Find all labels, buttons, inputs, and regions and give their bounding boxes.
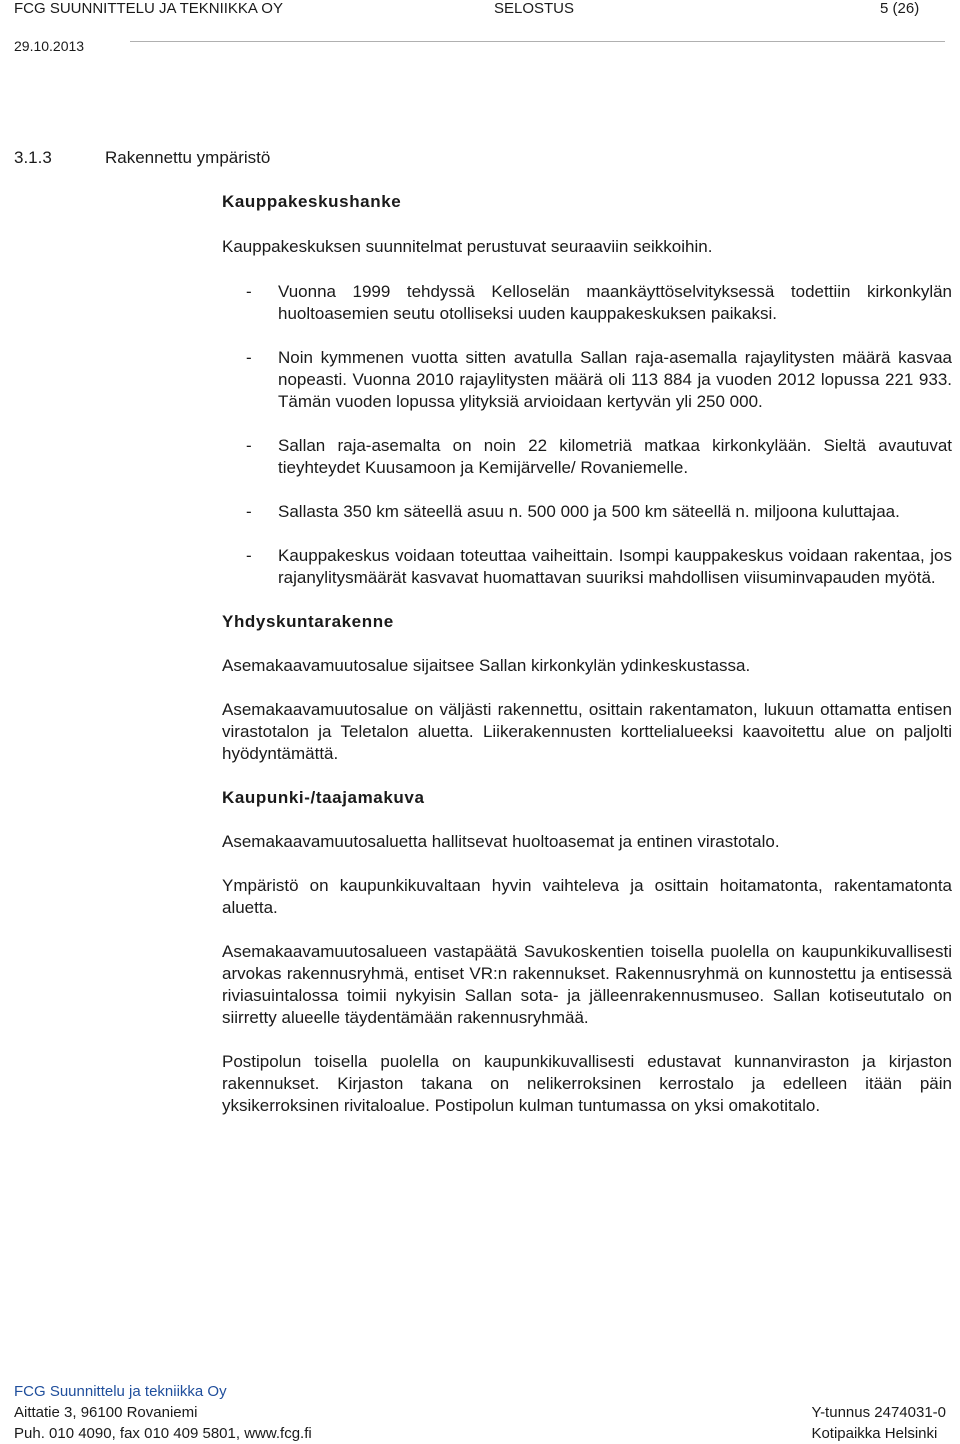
paragraph: Asemakaavamuutosalue on väljästi rakennettu, osittain rakentamaton, lukuun ottamatta entisen virastotalon ja Teletalon aluetta. Liikerakennusten korttelialueeksi kaavoitettu alue on paljolti hyödyntämättä. [222, 700, 952, 763]
footer-business-id: Y-tunnus 2474031-0 [811, 1404, 946, 1421]
footer-domicile: Kotipaikka Helsinki [811, 1425, 938, 1442]
list-item: - Sallan raja-asemalta on noin 22 kilometriä matkaa kirkonkylään. Sieltä avautuvat tieyhteydet Kuusamoon ja Kemijärvelle/ Rovaniemelle. [246, 436, 952, 477]
kauppakeskus-intro: Kauppakeskuksen suunnitelmat perustuvat seuraaviin seikkoihin. [222, 237, 713, 256]
list-item: - Noin kymmenen vuotta sitten avatulla Sallan raja-asemalla rajaylitysten määrä kasvaa nopeasti. Vuonna 2010 rajaylitysten määrä oli 113 884 ja vuoden 2012 lopussa 221 933. Tämän vuoden lopussa ylityksiä arvioidaan kertyvän yli 250 000. [246, 348, 952, 411]
list-item-text: Vuonna 1999 tehdyssä Kelloselän maankäyttöselvityksessä todettiin kirkonkylän huoltoasemien seutu otolliseksi uuden kauppakeskuksen paikaksi. [278, 282, 952, 323]
paragraph: Asemakaavamuutosalueen vastapäätä Savukoskentien toisella puolella on kaupunkikuvallisesti arvokas rakennusryhmä, entiset VR:n rakennukset. Rakennusryhmä on kunnostettu ja entisessä riviasuintalossa toimii nykyisin Sallan sota- ja jälleenrakennusmuseo. Sallan kotiseututalo on siirretty alueelle täydentämään rakennusryhmää. [222, 942, 952, 1027]
footer-contact: Puh. 010 4090, fax 010 409 5801, www.fcg.fi [14, 1425, 312, 1442]
header-company: FCG SUUNNITTELU JA TEKNIIKKA OY [14, 0, 283, 17]
footer-company: FCG Suunnittelu ja tekniikka Oy [14, 1383, 227, 1400]
heading-kauppakeskushanke: Kauppakeskushanke [222, 192, 402, 211]
section-title: Rakennettu ympäristö [105, 148, 271, 167]
main-content [222, 191, 952, 1117]
paragraph: Postipolun toisella puolella on kaupunkikuvallisesti edustavat kunnanviraston ja kirjaston rakennukset. Kirjaston takana on nelikerroksinen kerrostalo ja edelleen itään päin yksikerroksinen rivitaloalue. Postipolun kulman tuntumassa on yksi omakotitalo. [222, 1052, 952, 1115]
header-rule [130, 41, 945, 42]
section-number: 3.1.3 [14, 148, 52, 167]
header-page-number: 5 (26) [880, 0, 920, 17]
paragraph: Ympäristö on kaupunkikuvaltaan hyvin vaihteleva ja osittain hoitamatonta, rakentamatonta aluetta. [222, 876, 952, 917]
list-item-text: Sallasta 350 km säteellä asuu n. 500 000 ja 500 km säteellä n. miljoona kuluttajaa. [278, 502, 900, 521]
header-date: 29.10.2013 [14, 38, 85, 54]
footer-left [14, 1381, 312, 1444]
list-item: - Sallasta 350 km säteellä asuu n. 500 000 ja 500 km säteellä n. miljoona kuluttajaa. [246, 502, 900, 521]
paragraph: Asemakaavamuutosalue sijaitsee Sallan kirkonkylän ydinkeskustassa. [222, 656, 751, 675]
footer-address: Aittatie 3, 96100 Rovaniemi [14, 1404, 198, 1421]
paragraph: Asemakaavamuutosaluetta hallitsevat huoltoasemat ja entinen virastotalo. [222, 832, 780, 851]
list-item: - Vuonna 1999 tehdyssä Kelloselän maankäyttöselvityksessä todettiin kirkonkylän huoltoasemien seutu otolliseksi uuden kauppakeskuksen paikaksi. [246, 282, 952, 323]
header-doc-type: SELOSTUS [494, 0, 575, 17]
kauppakeskus-list [222, 281, 952, 589]
list-item-text: Kauppakeskus voidaan toteuttaa vaiheittain. Isompi kauppakeskus voidaan rakentaa, jos rajanylitysmäärät kasvavat huomattavan suuriksi mahdollisen viisuminvapauden myötä. [278, 546, 952, 587]
list-item-text: Sallan raja-asemalta on noin 22 kilometriä matkaa kirkonkylään. Sieltä avautuvat tieyhteydet Kuusamoon ja Kemijärvelle/ Rovaniemelle. [278, 436, 952, 477]
heading-kaupunkikuva: Kaupunki-/taajamakuva [222, 788, 425, 807]
heading-yhdyskuntarakenne: Yhdyskuntarakenne [222, 612, 394, 631]
list-item-text: Noin kymmenen vuotta sitten avatulla Sallan raja-asemalla rajaylitysten määrä kasvaa nopeasti. Vuonna 2010 rajaylitysten määrä oli 113 884 ja vuoden 2012 lopussa 221 933. Tämän vuoden lopussa ylityksiä arvioidaan kertyvän yli 250 000. [278, 348, 952, 411]
list-item: - Kauppakeskus voidaan toteuttaa vaiheittain. Isompi kauppakeskus voidaan rakentaa, jos rajanylitysmäärät kasvavat huomattavan suuriksi mahdollisen viisuminvapauden myötä. [246, 546, 952, 587]
